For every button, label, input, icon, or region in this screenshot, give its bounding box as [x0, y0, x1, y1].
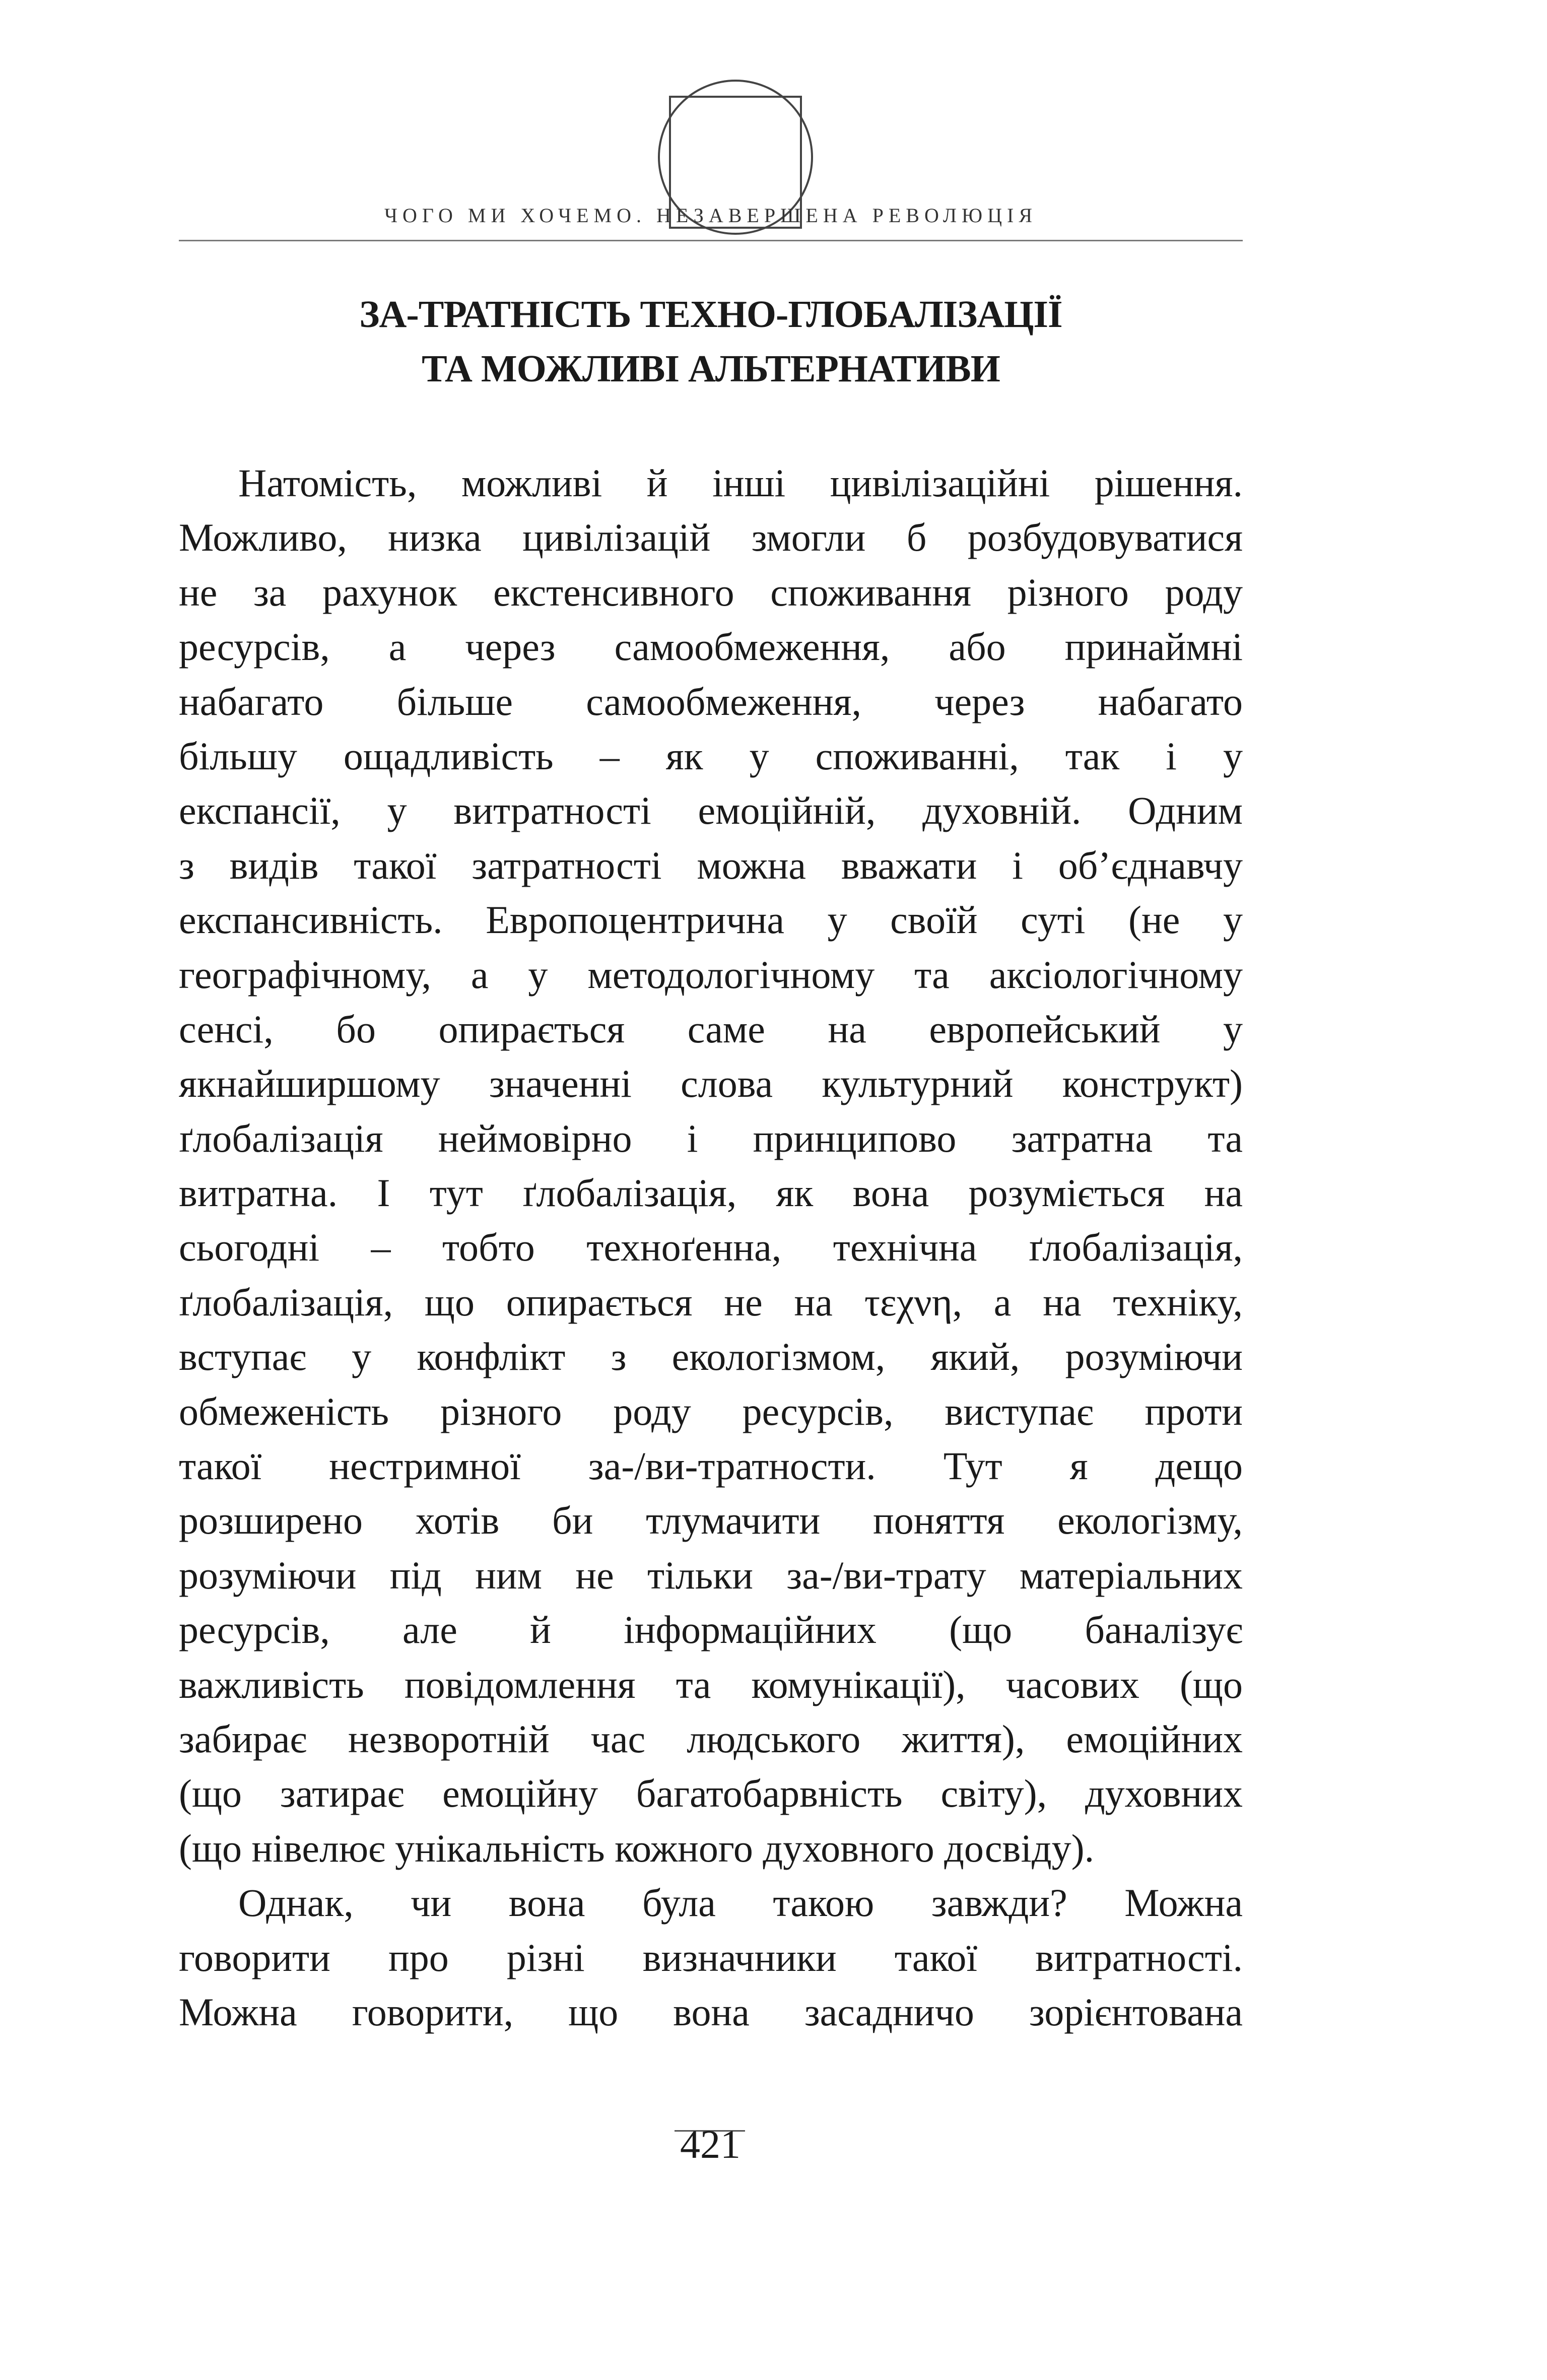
- text-line: говорити про різні визначники такої витратності.: [179, 1935, 1243, 1979]
- paragraph-2: [179, 1876, 1243, 2039]
- text-line: експансії, у витратності емоційній, духовній. Одним: [179, 788, 1243, 833]
- text-line: Можливо, низка цивілізацій змогли б розбудовуватися: [179, 515, 1243, 560]
- text-line: експансивність. Европоцентрична у своїй суті (не у: [179, 898, 1243, 942]
- text-line: такої нестримної за-/ви-тратности. Тут я дещо: [179, 1444, 1243, 1488]
- text-line: (що затирає емоційну багатобарвність світу), духовних: [179, 1771, 1243, 1816]
- text-line: сенсі, бо опирається саме на европейський у: [179, 1007, 1243, 1051]
- running-head: ЧОГО МИ ХОЧЕМО. НЕЗАВЕРШЕНА РЕВОЛЮЦІЯ: [384, 204, 1037, 227]
- text-line: сьогодні – тобто техноґенна, технічна ґлобалізація,: [179, 1225, 1243, 1270]
- body-text: [179, 456, 1243, 2039]
- text-line: з видів такої затратності можна вважати і об’єднавчу: [179, 843, 1243, 887]
- chapter-title: [179, 287, 1243, 396]
- text-line: Однак, чи вона була такою завжди? Можна: [238, 1881, 1243, 1925]
- header-divider: [179, 240, 1243, 241]
- text-line: ресурсів, але й інформаційних (що баналізує: [179, 1608, 1243, 1652]
- text-line: набагато більше самообмеження, через набагато: [179, 679, 1243, 723]
- text-line: важливість повідомлення та комунікації), часових (що: [179, 1662, 1243, 1706]
- page-number: 421: [680, 2123, 741, 2167]
- chapter-title-line-1: ЗА-ТРАТНІСТЬ ТЕХНО-ГЛОБАЛІЗАЦІЇ: [359, 293, 1062, 336]
- text-line: розуміючи під ним не тільки за-/ви-трату матеріальних: [179, 1553, 1243, 1597]
- text-line: якнайширшому значенні слова культурний конструкт): [179, 1062, 1243, 1106]
- text-line: Натомість, можливі й інші цивілізаційні рішення.: [238, 461, 1243, 505]
- text-line: ґлобалізація неймовірно і принципово затратна та: [179, 1116, 1243, 1160]
- text-line: ресурсів, а через самообмеження, або принаймні: [179, 625, 1243, 669]
- text-line: розширено хотів би тлумачити поняття екологізму,: [179, 1498, 1243, 1543]
- text-line: витратна. І тут ґлобалізація, як вона розуміється на: [179, 1171, 1243, 1215]
- text-line: забирає незворотній час людського життя), емоційних: [179, 1716, 1243, 1761]
- text-line: Можна говорити, що вона засадничо зорієнтована: [179, 1990, 1243, 2034]
- chapter-title-line-2: ТА МОЖЛИВІ АЛЬТЕРНАТИВИ: [422, 348, 1000, 390]
- text-line: географічному, а у методологічному та аксіологічному: [179, 952, 1243, 997]
- text-line: ґлобалізація, що опирається не на τεχνη, а на техніку,: [179, 1280, 1243, 1324]
- text-line: більшу ощадливість – як у споживанні, так і у: [179, 734, 1243, 778]
- text-line: вступає у конфлікт з екологізмом, який, розуміючи: [179, 1335, 1243, 1379]
- text-line: не за рахунок екстенсивного споживання різного роду: [179, 570, 1243, 614]
- paragraph-1: [179, 456, 1243, 1876]
- text-line: (що нівелює унікальність кожного духовного досвіду).: [179, 1826, 1095, 1870]
- text-line: обмеженість різного роду ресурсів, виступає проти: [179, 1389, 1243, 1433]
